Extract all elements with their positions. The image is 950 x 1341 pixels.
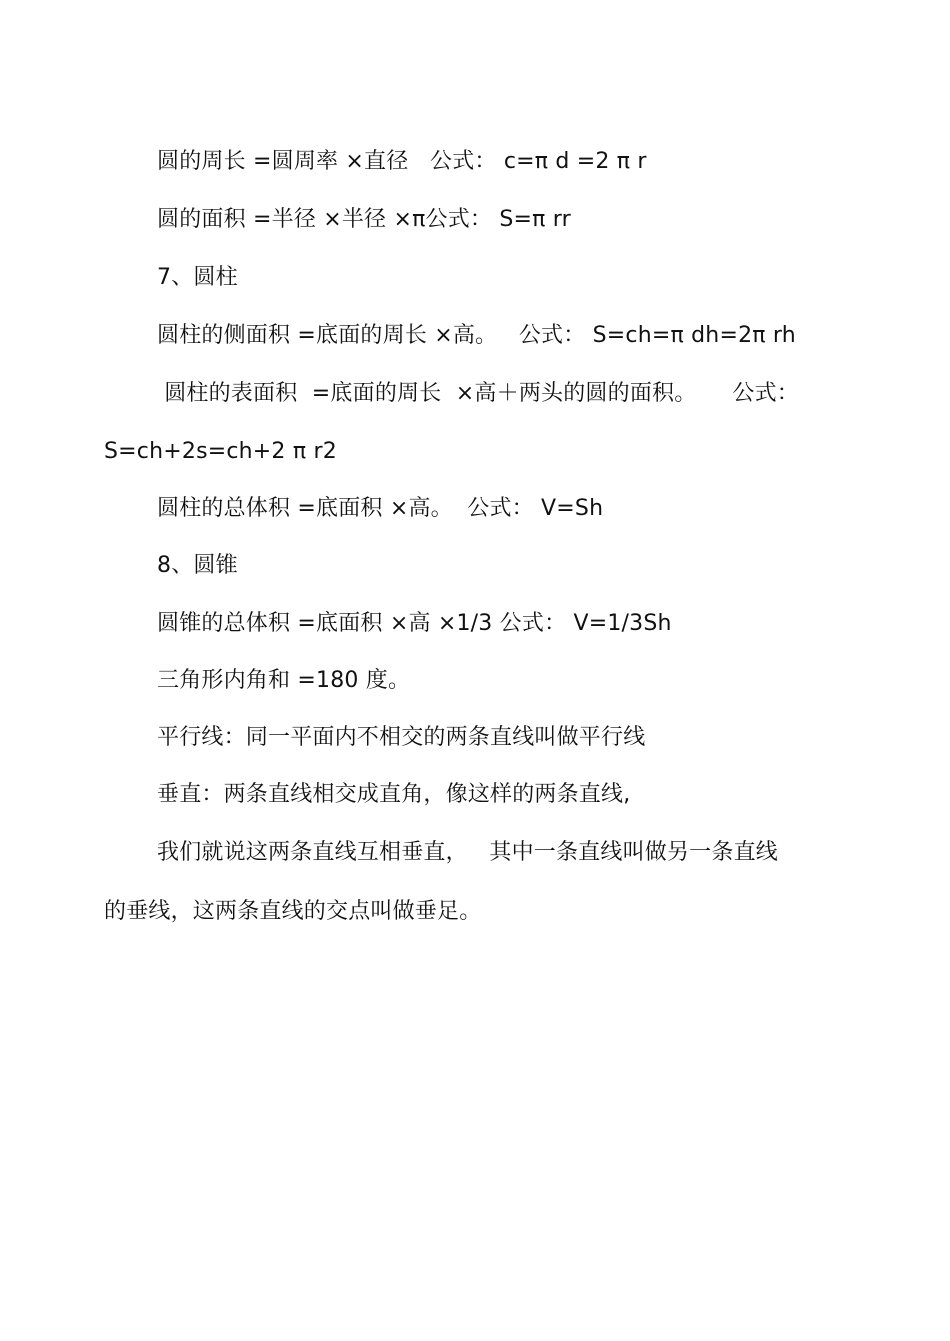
perpendicular-definition-line3: 的垂线，这两条直线的交点叫做垂足。 (104, 899, 482, 924)
section-heading-cone: 8、圆锥 (157, 553, 238, 578)
parallel-lines-definition: 平行线：同一平面内不相交的两条直线叫做平行线 (157, 725, 646, 750)
triangle-angle-sum: 三角形内角和 =180 度。 (157, 668, 411, 693)
cylinder-lateral-area-formula: 圆柱的侧面积 =底面的周长 ×高。 公式： S=ch=π dh=2π rh (157, 323, 796, 348)
perpendicular-definition-line1: 垂直：两条直线相交成直角，像这样的两条直线, (157, 782, 631, 807)
cylinder-surface-area-text: 圆柱的表面积 =底面的周长 ×高＋两头的圆的面积。 公式： (157, 381, 800, 406)
cylinder-surface-area-formula: S=ch+2s=ch+2 π r2 (104, 439, 337, 464)
perpendicular-definition-line2: 我们就说这两条直线互相垂直， 其中一条直线叫做另一条直线 (157, 840, 778, 865)
cylinder-volume-formula: 圆柱的总体积 =底面积 ×高。 公式： V=Sh (157, 496, 604, 521)
circle-circumference-formula: 圆的周长 =圆周率 ×直径 公式： c=π d =2 π r (157, 149, 647, 174)
circle-area-formula: 圆的面积 =半径 ×半径 ×π公式： S=π rr (157, 207, 571, 232)
section-heading-cylinder: 7、圆柱 (157, 265, 238, 290)
cone-volume-formula: 圆锥的总体积 =底面积 ×高 ×1/3 公式： V=1/3Sh (157, 611, 672, 636)
